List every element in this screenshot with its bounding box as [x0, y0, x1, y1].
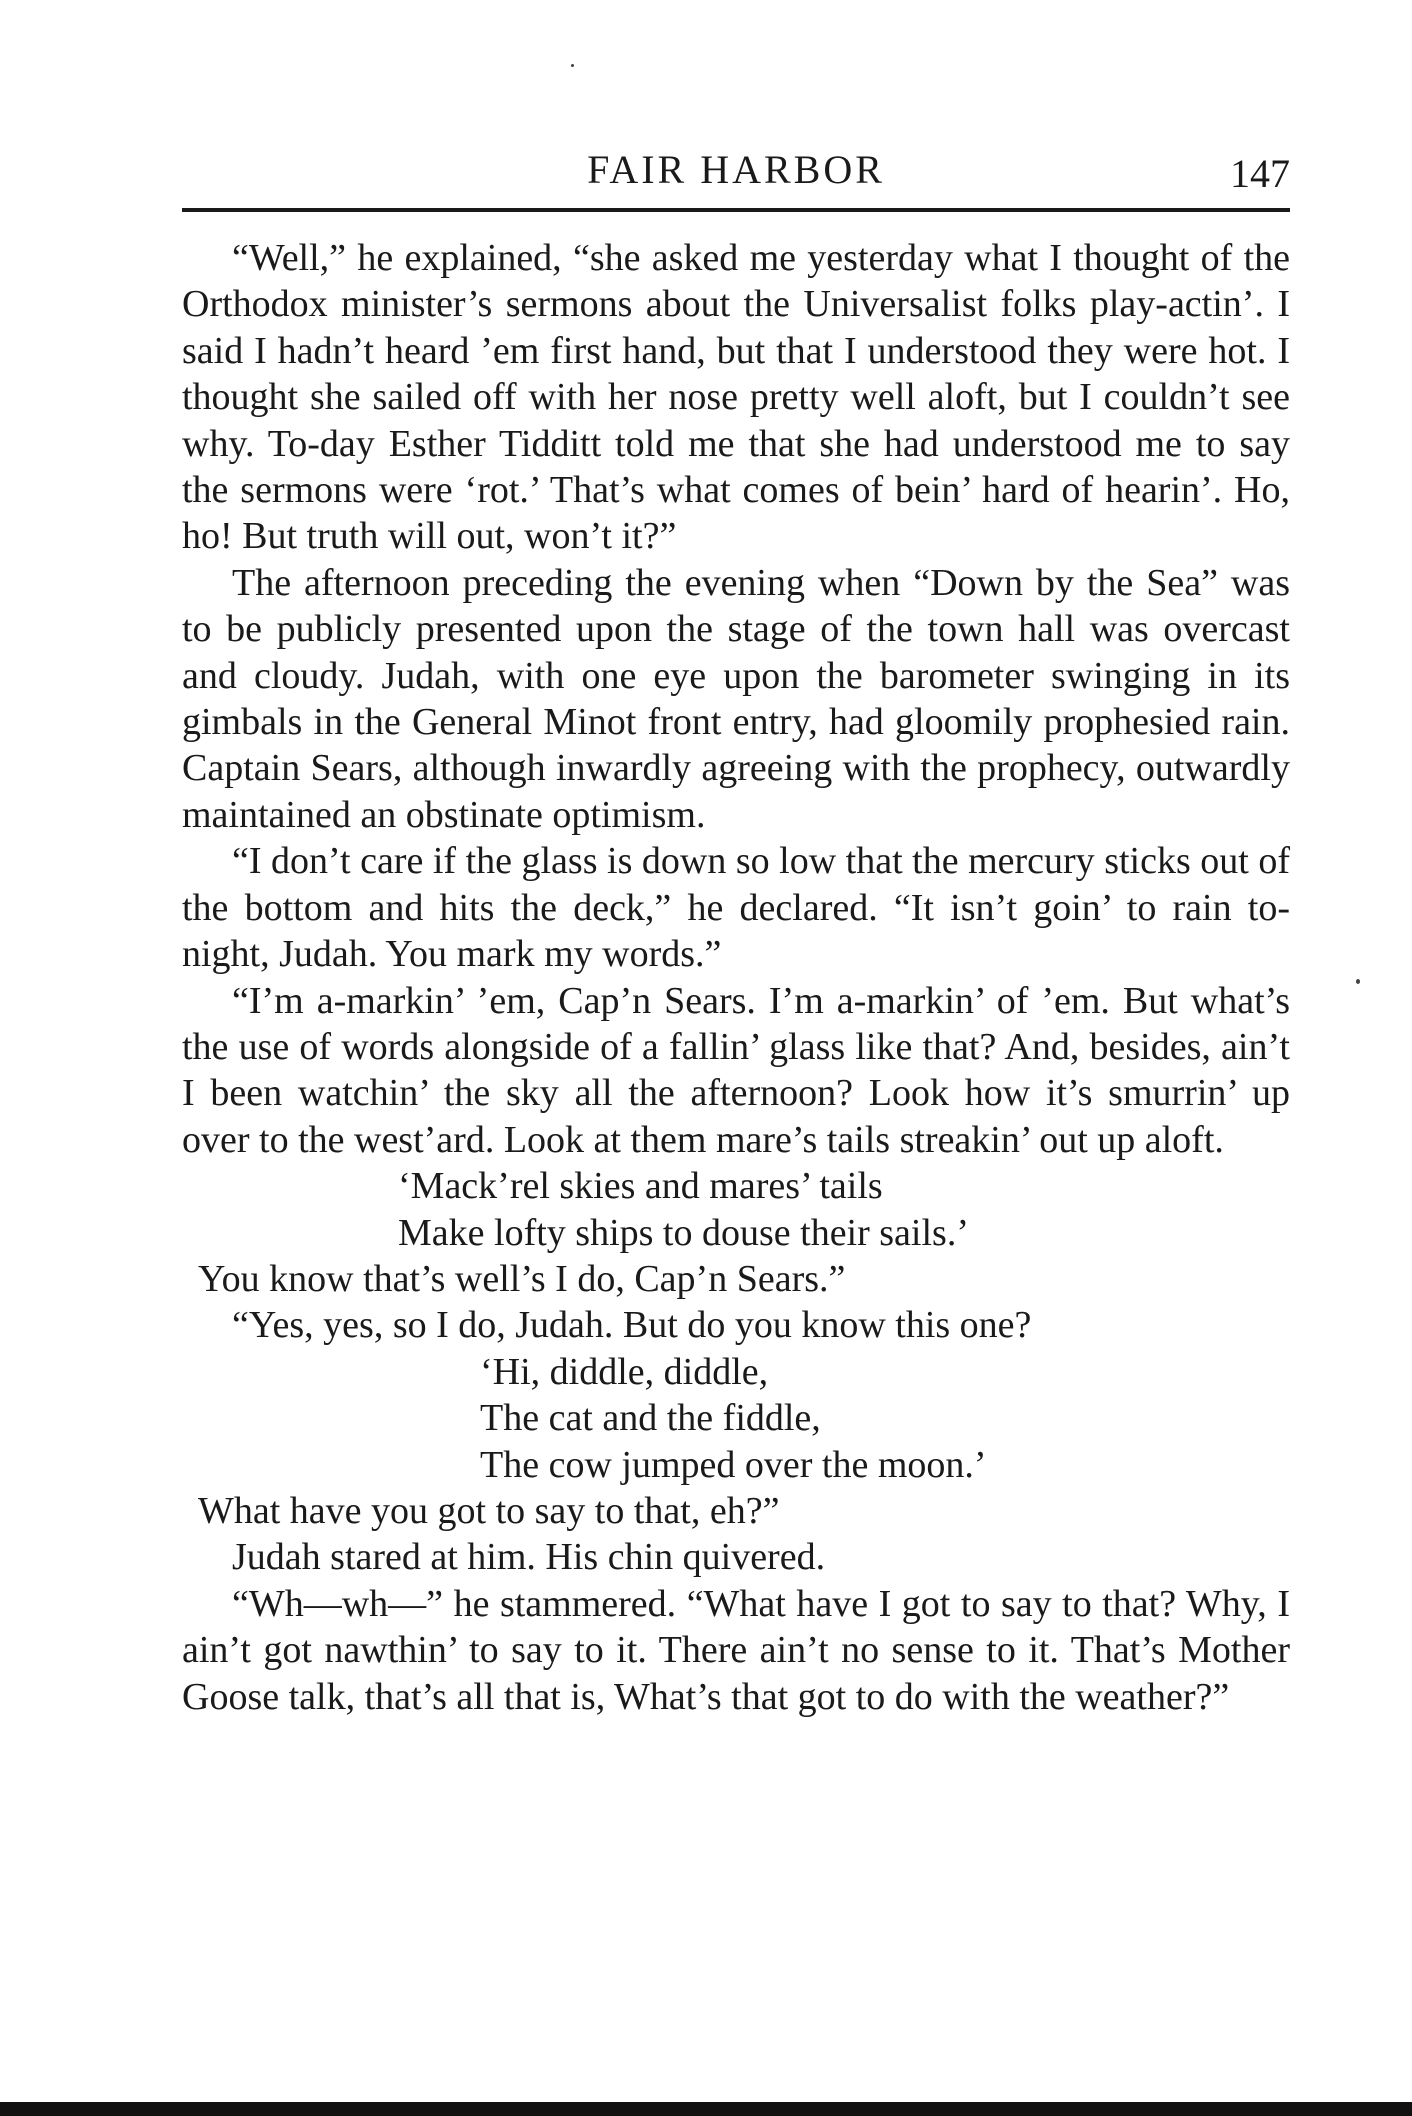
- verse-line: ‘Hi, diddle, diddle,: [480, 1350, 769, 1393]
- paragraph: “Well,” he explained, “she asked me yesterday what I thought of the Orthodox minister’s sermons about the Universalist folks play-actin’. I said I hadn’t heard ’em first hand, but that I understood they were hot. I thought she sailed off with her nose pretty well aloft, but I couldn’t see why. To-day Esther Tidditt told me that she had understood me to say the sermons were ‘rot.’ That’s what comes of bein’ hard of hearin’. Ho, ho! But truth will out, won’t it?”: [182, 237, 1290, 558]
- header-rule: [182, 208, 1290, 212]
- paragraph: “Wh—wh—” he stammered. “What have I got to say to that? Why, I ain’t got nawthin’ to say to it. There ain’t no sense to it. That’s Mother Goose talk, that’s all that is, What’s that got to do with the weather?”: [182, 1582, 1290, 1718]
- body-text: [182, 235, 1290, 1720]
- verse-line: The cat and the fiddle,: [480, 1397, 821, 1440]
- ink-speck: [1356, 979, 1360, 984]
- verse-block: [182, 1163, 1290, 1256]
- verse-line: Make lofty ships to douse their sails.’: [398, 1211, 969, 1254]
- paragraph: The afternoon preceding the evening when “Down by the Sea” was to be publicly presented upon the stage of the town hall was overcast and cloudy. Judah, with one eye upon the barometer swinging in its gimbals in the General Minot front entry, had gloomily prophesied rain. Captain Sears, although inwardly agreeing with the prophecy, outwardly maintained an obstinate optimism.: [182, 561, 1290, 836]
- paragraph: “Yes, yes, so I do, Judah. But do you know this one?: [232, 1304, 1032, 1347]
- verse-block: [182, 1349, 1290, 1488]
- page-number: 147: [1230, 151, 1290, 196]
- paragraph: “I don’t care if the glass is down so low that the mercury sticks out of the bottom and hits the deck,” he declared. “It isn’t goin’ to rain to-night, Judah. You mark my words.”: [182, 840, 1290, 976]
- scan-bottom-edge: [0, 2102, 1412, 2116]
- paragraph: “I’m a-markin’ ’em, Cap’n Sears. I’m a-markin’ of ’em. But what’s the use of words alongside of a fallin’ glass like that? And, besides, ain’t I been watchin’ the sky all the afternoon? Look how it’s smurrin’ up over to the west’ard. Look at them mare’s tails streakin’ out up aloft.: [182, 979, 1290, 1161]
- page-header: [182, 140, 1290, 210]
- paragraph-continuation: What have you got to say to that, eh?”: [198, 1489, 780, 1532]
- verse-line: The cow jumped over the moon.’: [480, 1443, 987, 1486]
- ink-speck: [571, 64, 574, 67]
- running-title: FAIR HARBOR: [587, 147, 885, 192]
- paragraph: Judah stared at him. His chin quivered.: [232, 1536, 826, 1579]
- paragraph-continuation: You know that’s well’s I do, Cap’n Sears.”: [198, 1257, 846, 1300]
- verse-line: ‘Mack’rel skies and mares’ tails: [398, 1165, 883, 1208]
